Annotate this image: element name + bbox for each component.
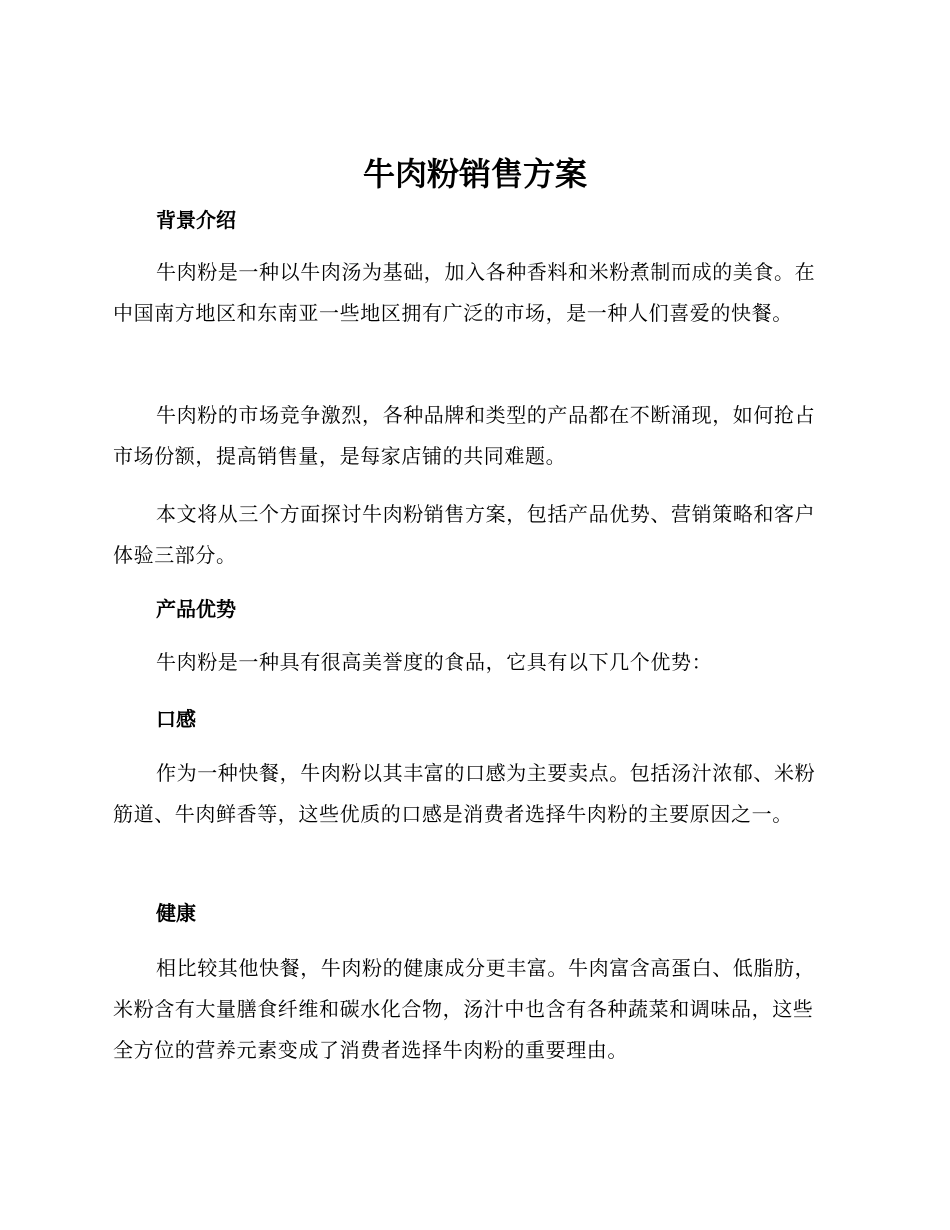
document-title: 牛肉粉销售方案	[362, 155, 587, 193]
paragraph-product-advantages: 牛肉粉是一种具有很高美誉度的食品，它具有以下几个优势：	[156, 650, 713, 674]
paragraph-taste: 作为一种快餐，牛肉粉以其丰富的口感为主要卖点。包括汤汁浓郁、米粉筋道、牛肉鲜香等，这些优质的口感是消费者选择牛肉粉的主要原因之一。	[113, 761, 816, 826]
paragraph-background-1: 牛肉粉是一种以牛肉汤为基础，加入各种香料和米粉煮制而成的美食。在中国南方地区和东南亚一些地区拥有广泛的市场，是一种人们喜爱的快餐。	[113, 260, 816, 325]
section-heading-background: 背景介绍	[156, 208, 236, 232]
section-heading-product-advantages: 产品优势	[156, 597, 236, 621]
paragraph-health: 相比较其他快餐，牛肉粉的健康成分更丰富。牛肉富含高蛋白、低脂肪，米粉含有大量膳食纤维和碳水化合物，汤汁中也含有各种蔬菜和调味品，这些全方位的营养元素变成了消费者选择牛肉粉的重要理由。	[113, 956, 816, 1062]
section-heading-taste: 口感	[156, 707, 196, 731]
paragraph-background-3: 本文将从三个方面探讨牛肉粉销售方案，包括产品优势、营销策略和客户体验三部分。	[113, 502, 816, 567]
section-heading-health: 健康	[156, 901, 196, 925]
paragraph-background-2: 牛肉粉的市场竞争激烈，各种品牌和类型的产品都在不断涌现，如何抢占市场份额，提高销售量，是每家店铺的共同难题。	[113, 403, 816, 468]
